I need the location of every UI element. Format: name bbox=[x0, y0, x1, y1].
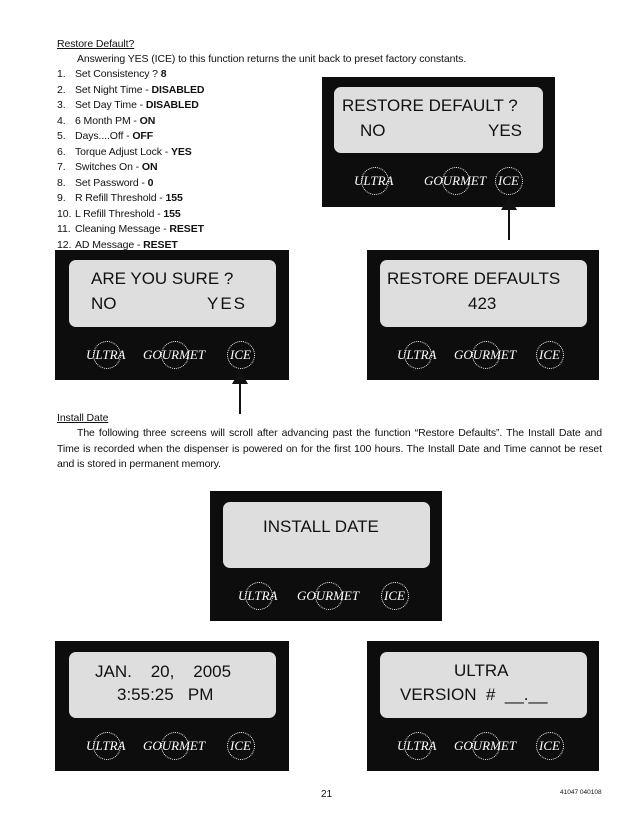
ice-button[interactable]: ICE bbox=[230, 347, 251, 362]
ultra-button[interactable]: ULTRA bbox=[397, 738, 437, 753]
up-arrow-icon bbox=[508, 208, 510, 240]
lcd-display bbox=[334, 87, 543, 153]
lcd-line-1: ULTRA bbox=[454, 661, 509, 680]
lcd-option-no: NO bbox=[91, 294, 117, 313]
gourmet-button[interactable]: GOURMET bbox=[143, 738, 206, 753]
lcd-option-no: NO bbox=[360, 121, 386, 140]
ultra-button[interactable]: ULTRA bbox=[86, 347, 126, 362]
list-item: 4. 6 Month PM - ON bbox=[57, 114, 156, 127]
lcd-line-1: RESTORE DEFAULT ? bbox=[342, 96, 518, 115]
page-number: 21 bbox=[321, 789, 333, 800]
gourmet-button[interactable]: GOURMET bbox=[424, 173, 487, 188]
lcd-line-1: RESTORE DEFAULTS bbox=[387, 269, 561, 288]
lcd-line-2: VERSION # __.__ bbox=[400, 685, 548, 704]
version-panel bbox=[367, 641, 599, 771]
lcd-date: JAN. 20, 2005 bbox=[95, 662, 232, 681]
lcd-line-1: INSTALL DATE bbox=[263, 517, 379, 536]
ultra-button[interactable]: ULTRA bbox=[397, 347, 437, 362]
restore-default-heading: Restore Default? bbox=[57, 38, 135, 50]
install-date-body: The following three screens will scroll after advancing past the function “Restore Defaults”. The Install Date and Time is recorded when the dispenser is powered on for the first 100 hours. The Install Date and Time cannot be reset and is stored in permanent memory. bbox=[57, 427, 602, 470]
document-code: 41047 040108 bbox=[560, 789, 602, 796]
lcd-display bbox=[69, 260, 276, 327]
list-item: 3. Set Day Time - DISABLED bbox=[57, 99, 199, 111]
are-you-sure-panel bbox=[55, 250, 289, 380]
ice-button[interactable]: ICE bbox=[498, 173, 519, 188]
factory-defaults-list bbox=[57, 67, 204, 253]
lcd-display bbox=[380, 260, 587, 327]
gourmet-button[interactable]: GOURMET bbox=[454, 738, 517, 753]
ice-button[interactable]: ICE bbox=[539, 738, 560, 753]
lcd-time: 3:55:25 PM bbox=[117, 685, 214, 704]
list-item: 6. Torque Adjust Lock - YES bbox=[57, 145, 192, 158]
list-item: 9. R Refill Threshold - 155 bbox=[57, 192, 183, 204]
lcd-display bbox=[69, 652, 276, 718]
install-date-panel bbox=[210, 491, 442, 621]
ultra-button[interactable]: ULTRA bbox=[238, 588, 278, 603]
install-date-heading: Install Date bbox=[57, 412, 109, 424]
lcd-line-1: ARE YOU SURE ? bbox=[91, 269, 234, 288]
ultra-button[interactable]: ULTRA bbox=[86, 738, 126, 753]
date-time-panel bbox=[55, 641, 289, 771]
ice-button[interactable]: ICE bbox=[230, 738, 251, 753]
restore-default-intro: Answering YES (ICE) to this function returns the unit back to preset factory constants. bbox=[77, 53, 467, 65]
ultra-button[interactable]: ULTRA bbox=[354, 173, 394, 188]
lcd-option-yes: YES bbox=[488, 121, 523, 140]
lcd-display bbox=[380, 652, 587, 718]
lcd-line-2: 423 bbox=[468, 294, 497, 313]
ice-button[interactable]: ICE bbox=[539, 347, 560, 362]
up-arrow-icon bbox=[239, 382, 241, 414]
restore-default-panel bbox=[322, 77, 555, 207]
ice-button[interactable]: ICE bbox=[384, 588, 405, 603]
list-item: 5. Days....Off - OFF bbox=[57, 130, 154, 142]
lcd-option-yes: YES bbox=[207, 294, 248, 313]
list-item: 11. Cleaning Message - RESET bbox=[57, 223, 204, 235]
list-item: 12. AD Message - RESET bbox=[57, 238, 178, 251]
list-item: 2. Set Night Time - DISABLED bbox=[57, 83, 205, 96]
restore-defaults-count-panel bbox=[367, 250, 599, 380]
list-item: 8. Set Password - 0 bbox=[57, 176, 154, 189]
lcd-display bbox=[223, 502, 430, 568]
gourmet-button[interactable]: GOURMET bbox=[454, 347, 517, 362]
list-item: 7. Switches On - ON bbox=[57, 161, 158, 173]
list-item: 10. L Refill Threshold - 155 bbox=[57, 207, 181, 220]
list-item: 1. Set Consistency ? 8 bbox=[57, 68, 167, 80]
gourmet-button[interactable]: GOURMET bbox=[297, 588, 360, 603]
gourmet-button[interactable]: GOURMET bbox=[143, 347, 206, 362]
